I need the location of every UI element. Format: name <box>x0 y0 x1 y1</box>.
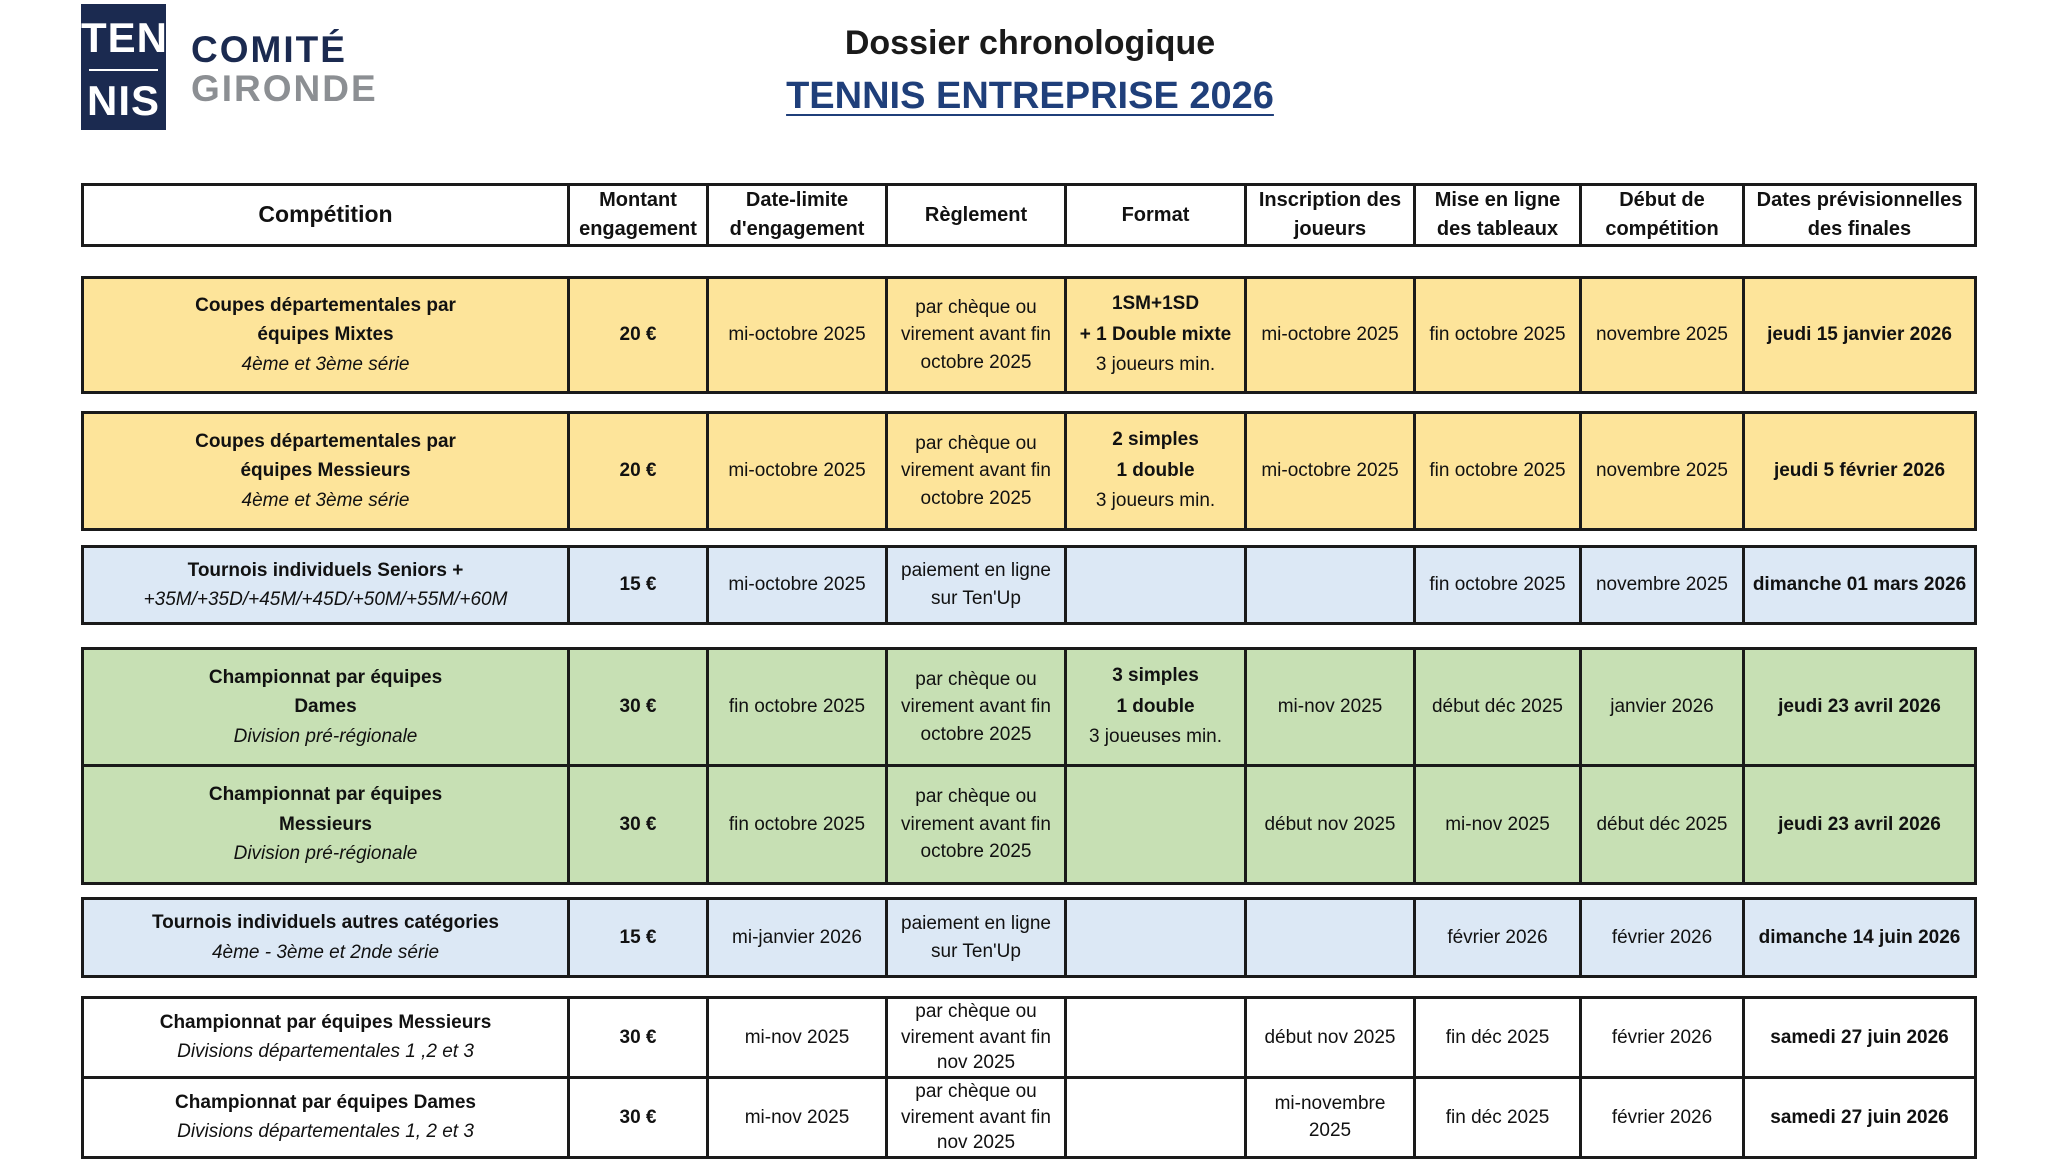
table-row <box>81 545 1977 625</box>
reglement-cell: par chèque ou virement avant fin octobre 2025 <box>887 649 1066 766</box>
competition-cell <box>83 649 569 766</box>
finales-cell: samedi 27 juin 2026 <box>1744 1077 1976 1157</box>
table-row <box>81 411 1977 531</box>
format-line: 1 double <box>1116 695 1195 717</box>
format-cell <box>1066 278 1246 393</box>
montant-cell: 15 € <box>569 547 708 624</box>
table-row-group <box>81 647 1977 885</box>
competition-cell <box>83 547 569 624</box>
table-row <box>83 998 1976 1078</box>
reglement-cell: par chèque ou virement avant fin octobre 2025 <box>887 413 1066 530</box>
debut-cell: début déc 2025 <box>1581 766 1744 884</box>
table-row <box>83 766 1976 884</box>
debut-cell: février 2026 <box>1581 998 1744 1078</box>
competition-name-line2: équipes Mixtes <box>257 324 394 346</box>
column-header-inscription: Inscription des joueurs <box>1246 185 1415 246</box>
date-limite-cell: mi-nov 2025 <box>708 1077 887 1157</box>
debut-cell: janvier 2026 <box>1581 649 1744 766</box>
column-header-format: Format <box>1066 185 1246 246</box>
date-limite-cell: mi-octobre 2025 <box>708 278 887 393</box>
competition-subtitle: Division pré-régionale <box>233 843 418 865</box>
table-row <box>83 649 1976 766</box>
competition-cell <box>83 1077 569 1157</box>
debut-cell: février 2026 <box>1581 1077 1744 1157</box>
reglement-cell: paiement en ligne sur Ten'Up <box>887 547 1066 624</box>
logo-word-comite: COMITÉ <box>191 29 347 70</box>
logo <box>81 4 166 130</box>
format-line: 2 simples <box>1112 429 1199 451</box>
format-cell <box>1066 649 1246 766</box>
mise-en-ligne-cell: fin octobre 2025 <box>1415 413 1581 530</box>
mise-en-ligne-cell: février 2026 <box>1415 899 1581 977</box>
table-header <box>81 183 1977 247</box>
reglement-cell: paiement en ligne sur Ten'Up <box>887 899 1066 977</box>
column-header-reglement: Règlement <box>887 185 1066 246</box>
montant-cell: 30 € <box>569 1077 708 1157</box>
format-cell <box>1066 413 1246 530</box>
logo-text-ten: TEN <box>81 14 168 61</box>
reglement-cell: par chèque ou virement avant fin octobre 2025 <box>887 766 1066 884</box>
mise-en-ligne-cell: fin octobre 2025 <box>1415 278 1581 393</box>
competition-name-line2: équipes Messieurs <box>240 460 411 482</box>
competition-cell <box>83 998 569 1078</box>
competition-subtitle: +35M/+35D/+45M/+45D/+50M/+55M/+60M <box>143 589 508 610</box>
date-limite-cell: fin octobre 2025 <box>708 766 887 884</box>
competition-name: Championnat par équipes <box>208 784 443 806</box>
montant-cell: 20 € <box>569 278 708 393</box>
competition-cell <box>83 278 569 393</box>
competition-cell <box>83 899 569 977</box>
date-limite-cell: fin octobre 2025 <box>708 649 887 766</box>
finales-cell: jeudi 15 janvier 2026 <box>1744 278 1976 393</box>
format-line: 1SM+1SD <box>1111 293 1200 315</box>
competition-name: Tournois individuels Seniors + <box>187 559 464 581</box>
mise-en-ligne-cell: mi-nov 2025 <box>1415 766 1581 884</box>
column-header-montant: Montant engagement <box>569 185 708 246</box>
format-line: 3 simples <box>1112 665 1199 687</box>
format-line: 1 double <box>1116 459 1195 481</box>
competition-name: Championnat par équipes Dames <box>175 1091 476 1113</box>
inscription-cell: début nov 2025 <box>1246 766 1415 884</box>
finales-cell: jeudi 23 avril 2026 <box>1744 649 1976 766</box>
reglement-cell: par chèque ou virement avant fin octobre 2025 <box>887 278 1066 393</box>
inscription-cell: début nov 2025 <box>1246 998 1415 1078</box>
montant-cell: 15 € <box>569 899 708 977</box>
competition-subtitle: 4ème et 3ème série <box>241 353 410 375</box>
column-header-finales: Dates prévisionnelles des finales <box>1744 185 1976 246</box>
competition-name-line2: Dames <box>294 696 357 718</box>
logo-text-nis: NIS <box>86 77 160 124</box>
format-cell <box>1066 899 1246 977</box>
debut-cell: novembre 2025 <box>1581 278 1744 393</box>
competition-name: Coupes départementales par <box>195 430 456 452</box>
logo-divider <box>89 69 158 71</box>
date-limite-cell: mi-octobre 2025 <box>708 547 887 624</box>
competition-subtitle: 4ème et 3ème série <box>241 489 410 511</box>
finales-cell: dimanche 14 juin 2026 <box>1744 899 1976 977</box>
date-limite-cell: mi-nov 2025 <box>708 998 887 1078</box>
date-limite-cell: mi-octobre 2025 <box>708 413 887 530</box>
table-row <box>83 1077 1976 1157</box>
competition-name: Championnat par équipes Messieurs <box>159 1012 492 1034</box>
finales-cell: samedi 27 juin 2026 <box>1744 998 1976 1078</box>
competition-cell <box>83 413 569 530</box>
mise-en-ligne-cell: début déc 2025 <box>1415 649 1581 766</box>
format-cell <box>1066 547 1246 624</box>
mise-en-ligne-cell: fin déc 2025 <box>1415 1077 1581 1157</box>
debut-cell: novembre 2025 <box>1581 547 1744 624</box>
format-cell <box>1066 998 1246 1078</box>
montant-cell: 30 € <box>569 649 708 766</box>
logo-word-gironde: GIRONDE <box>191 68 378 109</box>
page-subtitle: Dossier chronologique <box>844 24 1216 62</box>
inscription-cell <box>1246 899 1415 977</box>
finales-cell: dimanche 01 mars 2026 <box>1744 547 1976 624</box>
competition-subtitle: 4ème - 3ème et 2nde série <box>211 941 440 963</box>
inscription-cell <box>1246 547 1415 624</box>
column-header-mise-en-ligne: Mise en ligne des tableaux <box>1415 185 1581 246</box>
date-limite-cell: mi-janvier 2026 <box>708 899 887 977</box>
reglement-cell: par chèque ou virement avant fin nov 2025 <box>887 998 1066 1078</box>
table-row-group <box>81 996 1977 1159</box>
inscription-cell: mi-nov 2025 <box>1246 649 1415 766</box>
mise-en-ligne-cell: fin octobre 2025 <box>1415 547 1581 624</box>
table-row <box>81 897 1977 978</box>
competition-name-line2: Messieurs <box>279 813 372 835</box>
competition-name: Tournois individuels autres catégories <box>151 912 499 934</box>
format-line: 3 joueuses min. <box>1088 726 1223 748</box>
inscription-cell: mi-octobre 2025 <box>1246 413 1415 530</box>
montant-cell: 30 € <box>569 766 708 884</box>
page-title: TENNIS ENTREPRISE 2026 <box>786 75 1274 117</box>
inscription-cell: mi-octobre 2025 <box>1246 278 1415 393</box>
competition-name: Coupes départementales par <box>195 294 456 316</box>
format-line: + 1 Double mixte <box>1079 323 1232 345</box>
competition-subtitle: Divisions départementales 1 ,2 et 3 <box>177 1041 474 1063</box>
finales-cell: jeudi 23 avril 2026 <box>1744 766 1976 884</box>
format-line: 3 joueurs min. <box>1095 354 1216 376</box>
montant-cell: 30 € <box>569 998 708 1078</box>
competition-cell <box>83 766 569 884</box>
format-line: 3 joueurs min. <box>1095 490 1216 512</box>
finales-cell: jeudi 5 février 2026 <box>1744 413 1976 530</box>
montant-cell: 20 € <box>569 413 708 530</box>
column-header-competition: Compétition <box>83 185 569 246</box>
format-cell <box>1066 1077 1246 1157</box>
table-row <box>81 276 1977 394</box>
reglement-cell: par chèque ou virement avant fin nov 2025 <box>887 1077 1066 1157</box>
column-header-date-limite: Date-limite d'engagement <box>708 185 887 246</box>
column-header-debut: Début de compétition <box>1581 185 1744 246</box>
competition-subtitle: Divisions départementales 1, 2 et 3 <box>177 1121 474 1143</box>
inscription-cell: mi-novembre 2025 <box>1246 1077 1415 1157</box>
debut-cell: février 2026 <box>1581 899 1744 977</box>
competition-subtitle: Division pré-régionale <box>233 725 418 747</box>
debut-cell: novembre 2025 <box>1581 413 1744 530</box>
competition-name: Championnat par équipes <box>208 666 443 688</box>
format-cell <box>1066 766 1246 884</box>
mise-en-ligne-cell: fin déc 2025 <box>1415 998 1581 1078</box>
